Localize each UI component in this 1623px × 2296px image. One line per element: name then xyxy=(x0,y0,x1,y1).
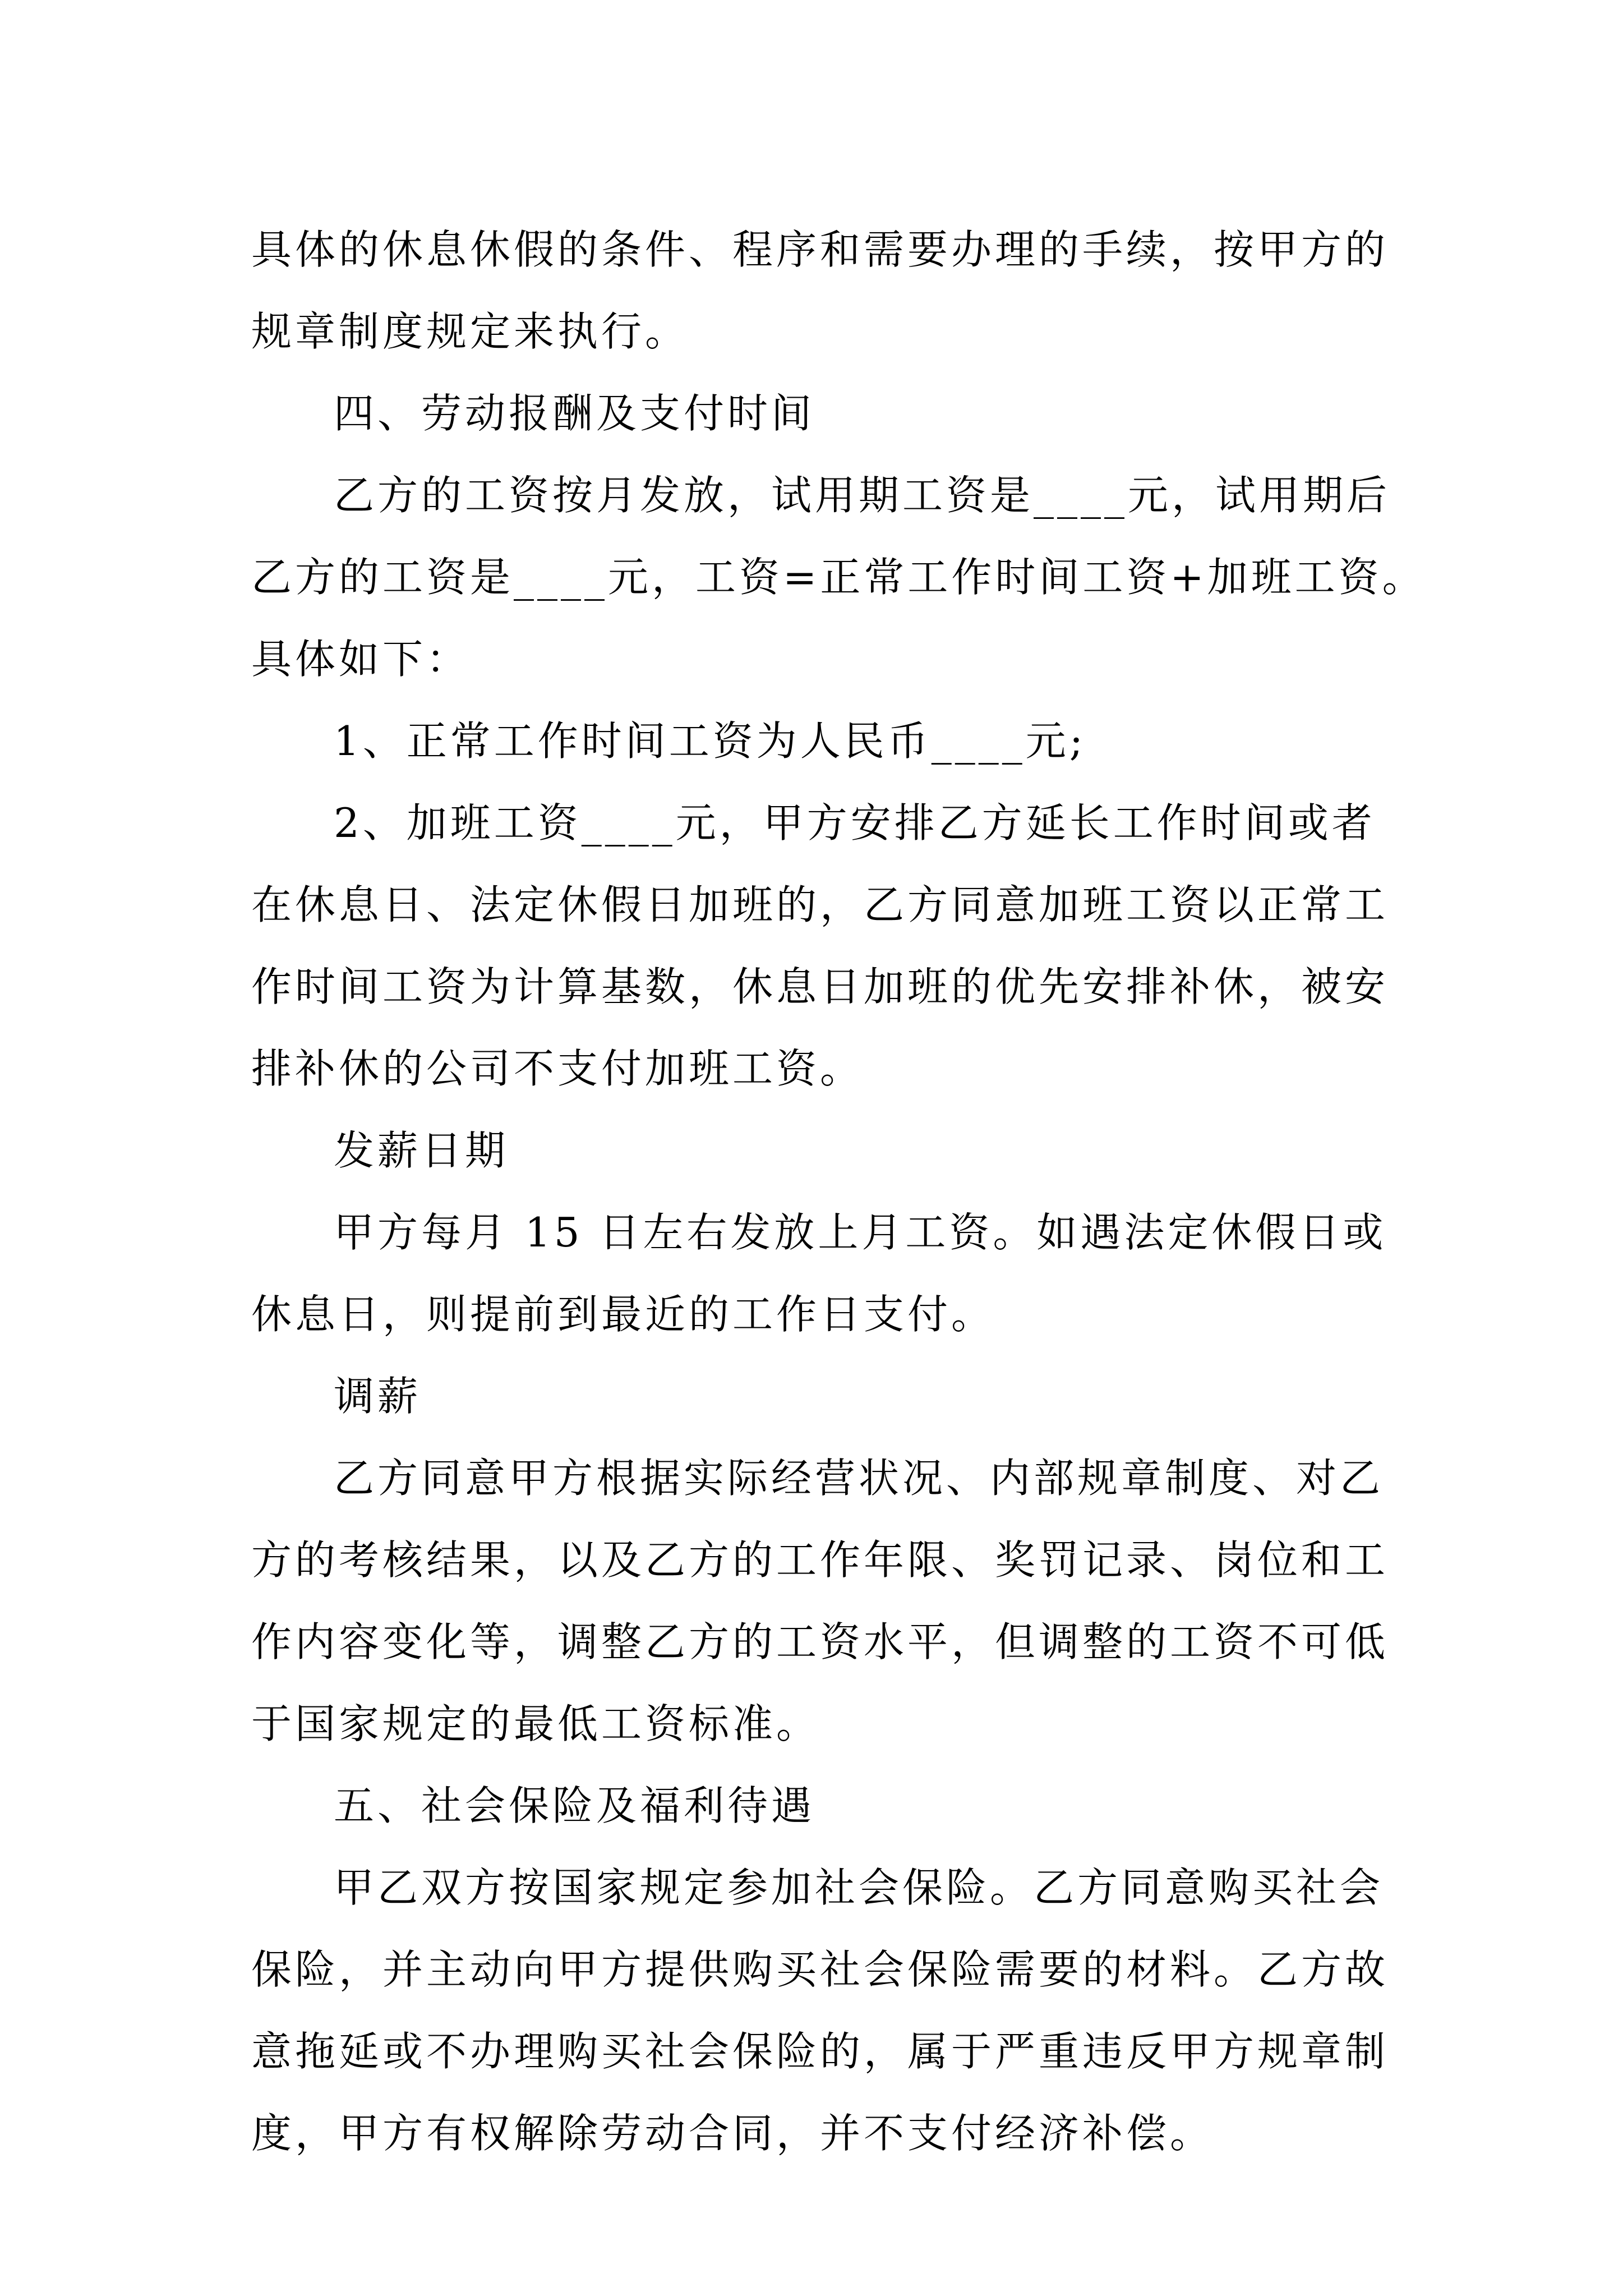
document-line: 发薪日期 xyxy=(334,1127,509,1174)
document-line: 度，甲方有权解除劳动合同，并不支付经济补偿。 xyxy=(251,2110,1214,2157)
document-line: 规章制度规定来执行。 xyxy=(251,308,689,355)
document-line: 乙方同意甲方根据实际经营状况、内部规章制度、对乙 xyxy=(334,1455,1384,1502)
document-line: 意拖延或不办理购买社会保险的，属于严重违反甲方规章制 xyxy=(251,2028,1389,2075)
document-line: 具体的休息休假的条件、程序和需要办理的手续，按甲方的 xyxy=(251,226,1389,273)
document-line: 调薪 xyxy=(334,1373,422,1420)
document-line: 乙方的工资是____元，工资=正常工作时间工资+加班工资。 xyxy=(251,554,1426,601)
document-line: 甲乙双方按国家规定参加社会保险。乙方同意购买社会 xyxy=(334,1864,1384,1911)
document-line: 排补休的公司不支付加班工资。 xyxy=(251,1045,864,1092)
document-line: 作内容变化等，调整乙方的工资水平，但调整的工资不可低 xyxy=(251,1618,1389,1665)
document-line: 方的考核结果，以及乙方的工作年限、奖罚记录、岗位和工 xyxy=(251,1536,1389,1584)
document-line: 在休息日、法定休假日加班的，乙方同意加班工资以正常工 xyxy=(251,881,1389,928)
document-line: 于国家规定的最低工资标准。 xyxy=(251,1700,820,1747)
document-line: 甲方每月 15 日左右发放上月工资。如遇法定休假日或 xyxy=(334,1209,1387,1256)
document-line: 休息日，则提前到最近的工作日支付。 xyxy=(251,1291,995,1338)
document-line: 四、劳动报酬及支付时间 xyxy=(334,390,815,437)
document-line: 作时间工资为计算基数，休息日加班的优先安排补休，被安 xyxy=(251,963,1389,1010)
document-line: 2、加班工资____元，甲方安排乙方延长工作时间或者 xyxy=(334,799,1376,846)
document-line: 保险，并主动向甲方提供购买社会保险需要的材料。乙方故 xyxy=(251,1946,1389,1993)
document-line: 乙方的工资按月发放，试用期工资是____元，试用期后 xyxy=(334,472,1391,519)
document-line: 五、社会保险及福利待遇 xyxy=(334,1782,815,1829)
document-line: 具体如下： xyxy=(251,636,471,683)
document-line: 1、正常工作时间工资为人民币____元; xyxy=(334,717,1087,765)
document-page xyxy=(251,209,1426,2174)
